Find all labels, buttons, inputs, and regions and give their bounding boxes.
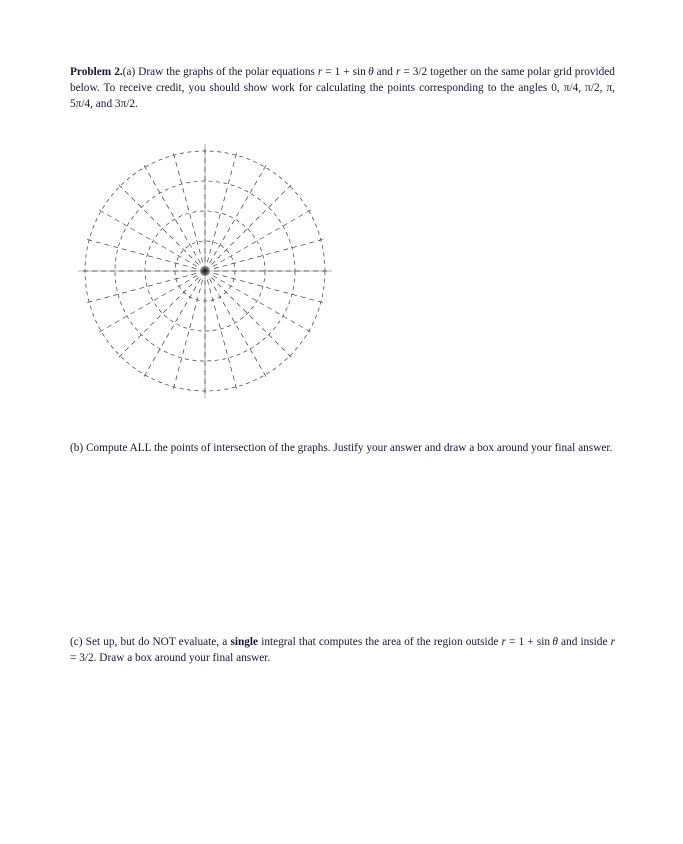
spoke-105	[173, 152, 205, 271]
problem-label: Problem 2.	[70, 66, 123, 78]
spoke-60	[205, 165, 267, 272]
equation-c-r-1-plus-sin-theta: r = 1 + sin θ	[501, 636, 558, 648]
spoke-45	[205, 184, 292, 271]
part-c-emphasis: single	[230, 636, 259, 648]
part-c-middle: integral that computes the area of the region outside	[258, 636, 502, 648]
part-c-middle-2: and inside	[557, 636, 611, 648]
part-c-suffix: . Draw a box around your final answer.	[93, 652, 271, 665]
polar-grid-caption	[70, 406, 71, 407]
grid-origin-point	[203, 269, 206, 272]
spoke-330	[205, 271, 312, 333]
spoke-165	[86, 239, 205, 271]
spoke-240	[144, 271, 206, 378]
part-a-prefix: (a) Draw the graphs of the polar equations	[122, 66, 318, 78]
spoke-150	[99, 210, 206, 272]
spoke-195	[86, 271, 205, 303]
spoke-315	[205, 271, 292, 358]
spoke-285	[205, 271, 237, 390]
spoke-210	[99, 271, 206, 333]
part-c-statement	[70, 634, 615, 666]
part-b-text: (b) Compute ALL the points of intersection of the graphs. Justify your answer and draw a box around your final answer.	[70, 442, 613, 454]
spoke-75	[205, 152, 237, 271]
spoke-120	[144, 165, 206, 272]
spoke-345	[205, 271, 324, 303]
spoke-30	[205, 210, 312, 272]
conjunction: and	[373, 66, 396, 78]
equation-c-r-3-over-2: r = 3/2	[70, 636, 616, 665]
polar-grid-figure	[70, 136, 340, 406]
spoke-300	[205, 271, 267, 378]
spoke-15	[205, 239, 324, 271]
polar-grid-svg	[70, 136, 340, 406]
equation-r-3-over-2: r = 3/2	[395, 66, 428, 78]
problem-statement	[70, 64, 615, 112]
spoke-225	[118, 271, 205, 358]
spoke-135	[118, 184, 205, 271]
part-a-rest: together on the same polar grid provided below. To receive credit, you should show work for calculating the points corresponding to the angles 0, π/4, π/2, π, 5π/4, and 3π/2.	[70, 66, 615, 111]
part-c-prefix: (c) Set up, but do NOT evaluate, a	[70, 636, 231, 648]
part-b-statement	[70, 440, 615, 456]
spoke-255	[173, 271, 205, 390]
equation-r-1-plus-sin-theta: r = 1 + sin θ	[317, 66, 374, 78]
